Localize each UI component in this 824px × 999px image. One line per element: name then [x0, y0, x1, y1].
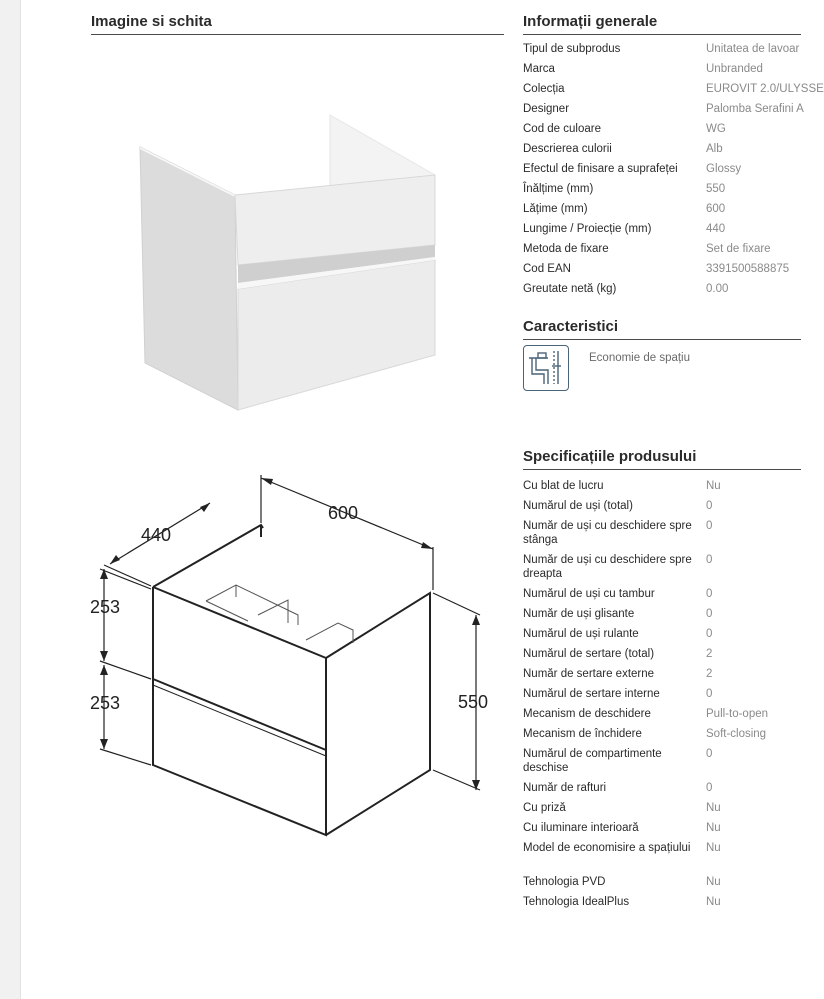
general-row [523, 142, 801, 162]
technical-drawing [88, 465, 508, 845]
general-row [523, 222, 801, 242]
general-row [523, 242, 801, 262]
general-row-value: 0.00 [706, 283, 729, 295]
specs-row-label: Număr de uși cu deschidere spre stânga [523, 520, 692, 546]
general-row [523, 162, 801, 182]
general-row [523, 262, 801, 282]
specs-row [523, 647, 801, 667]
general-row [523, 82, 824, 102]
width-dimension-label: 600 [328, 503, 359, 523]
specs-row-value: Nu [706, 802, 721, 814]
specs-row-label: Numărul de compartimente deschise [523, 748, 662, 774]
specs-row-label: Numărul de uși (total) [523, 500, 633, 512]
specs-row-label: Model de economisire a spațiului [523, 842, 691, 854]
general-row [523, 122, 801, 142]
specs-row-label: Număr de uși cu deschidere spre dreapta [523, 554, 692, 580]
specs-row-label: Mecanism de închidere [523, 728, 642, 740]
specs-row [523, 875, 801, 895]
general-row-value: 440 [706, 223, 726, 235]
specs-row [523, 801, 801, 821]
specs-row-label: Numărul de sertare interne [523, 688, 660, 700]
specs-row-value: Soft-closing [706, 728, 767, 740]
general-row-value: Palomba Serafini A [706, 103, 804, 115]
general-row-value: Unitatea de lavoar [706, 43, 800, 55]
space-saving-icon [523, 345, 569, 391]
specs-row-value: 0 [706, 520, 713, 532]
specs-row [523, 895, 801, 915]
specs-row-value: 0 [706, 500, 713, 512]
general-row [523, 182, 801, 202]
specs-row-value: Pull-to-open [706, 708, 769, 720]
specs-row-value: 2 [706, 648, 713, 660]
specs-row [523, 747, 801, 781]
general-row-value: Unbranded [706, 63, 763, 75]
general-row-value: Alb [706, 143, 723, 155]
general-row-value: Set de fixare [706, 243, 771, 255]
specs-row-value: 0 [706, 688, 713, 700]
specs-row-value: Nu [706, 876, 721, 888]
specs-row-value: 0 [706, 748, 713, 760]
feature-label-space-saving: Economie de spațiu [589, 352, 691, 364]
specs-row [523, 627, 801, 647]
general-row-label: Descrierea culorii [523, 143, 612, 155]
specs-row [523, 821, 801, 841]
page-left-margin [0, 0, 21, 999]
specs-row-value: Nu [706, 822, 721, 834]
general-row-label: Înălțime (mm) [523, 183, 594, 195]
general-row-label: Cod EAN [523, 263, 571, 275]
general-row [523, 282, 801, 302]
general-info-divider [523, 34, 801, 35]
general-row-label: Marca [523, 63, 555, 75]
general-row-label: Tipul de subprodus [523, 43, 621, 55]
specs-row-label: Număr de rafturi [523, 782, 607, 794]
image-section-title: Imagine si schita [91, 13, 212, 30]
specs-row-label: Numărul de uși rulante [523, 628, 639, 640]
general-row [523, 42, 801, 62]
general-row-value: 3391500588875 [706, 263, 790, 275]
features-title: Caracteristici [523, 318, 619, 335]
specs-row-label: Tehnologia IdealPlus [523, 896, 630, 908]
general-row-value: 600 [706, 203, 726, 215]
specs-row-label: Tehnologia PVD [523, 876, 606, 888]
general-row-value: WG [706, 123, 726, 135]
specs-row-label: Numărul de sertare (total) [523, 648, 655, 660]
specs-row-value: 0 [706, 554, 713, 566]
specs-row-label: Număr de uși glisante [523, 608, 635, 620]
specs-row-label: Număr de sertare externe [523, 668, 655, 680]
top-drawer-height-label: 253 [90, 597, 121, 617]
general-row-label: Metoda de fixare [523, 243, 609, 255]
specs-row [523, 519, 801, 553]
image-section-divider [91, 34, 504, 35]
specs-divider [523, 469, 801, 470]
specs-row-value: Nu [706, 842, 721, 854]
general-row-value: EUROVIT 2.0/ULYSSE [706, 83, 824, 95]
general-row-label: Greutate netă (kg) [523, 283, 617, 295]
general-row-label: Colecția [523, 83, 565, 95]
specs-row [523, 479, 801, 499]
specs-row [523, 607, 801, 627]
general-row-label: Designer [523, 103, 570, 115]
general-row-label: Cod de culoare [523, 123, 601, 135]
total-height-label: 550 [458, 692, 489, 712]
specs-row [523, 781, 801, 801]
general-row-label: Lungime / Proiecție (mm) [523, 223, 652, 235]
specs-row [523, 841, 801, 875]
general-row-value: Glossy [706, 163, 742, 175]
bottom-drawer-height-label: 253 [90, 693, 121, 713]
specs-row-label: Mecanism de deschidere [523, 708, 651, 720]
specs-row-value: Nu [706, 480, 721, 492]
specs-row [523, 727, 801, 747]
general-info-title: Informații generale [523, 13, 658, 30]
specs-row [523, 587, 801, 607]
specs-row-label: Cu blat de lucru [523, 480, 604, 492]
general-row [523, 102, 804, 122]
specs-table [523, 479, 801, 919]
specs-row [523, 687, 801, 707]
general-row-value: 550 [706, 183, 726, 195]
general-row-label: Lățime (mm) [523, 203, 588, 215]
product-photo [130, 105, 450, 420]
specs-row-value: 0 [706, 782, 713, 794]
specs-row-value: 2 [706, 668, 713, 680]
specs-row-label: Numărul de uși cu tambur [523, 588, 655, 600]
specs-row-value: 0 [706, 628, 713, 640]
features-divider [523, 339, 801, 340]
depth-dimension-label: 440 [141, 525, 172, 545]
general-info-table [523, 42, 824, 302]
general-row [523, 62, 801, 82]
specs-row-label: Cu iluminare interioară [523, 822, 639, 834]
specs-row-value: Nu [706, 896, 721, 908]
specs-row [523, 707, 801, 727]
specs-row-value: 0 [706, 608, 713, 620]
specs-row-value: 0 [706, 588, 713, 600]
specs-row [523, 667, 801, 687]
general-row-label: Efectul de finisare a suprafeței [523, 163, 678, 175]
specs-title: Specificațiile produsului [523, 448, 697, 465]
general-row [523, 202, 801, 222]
specs-row [523, 553, 801, 587]
specs-row-label: Cu priză [523, 802, 566, 814]
specs-row [523, 499, 801, 519]
